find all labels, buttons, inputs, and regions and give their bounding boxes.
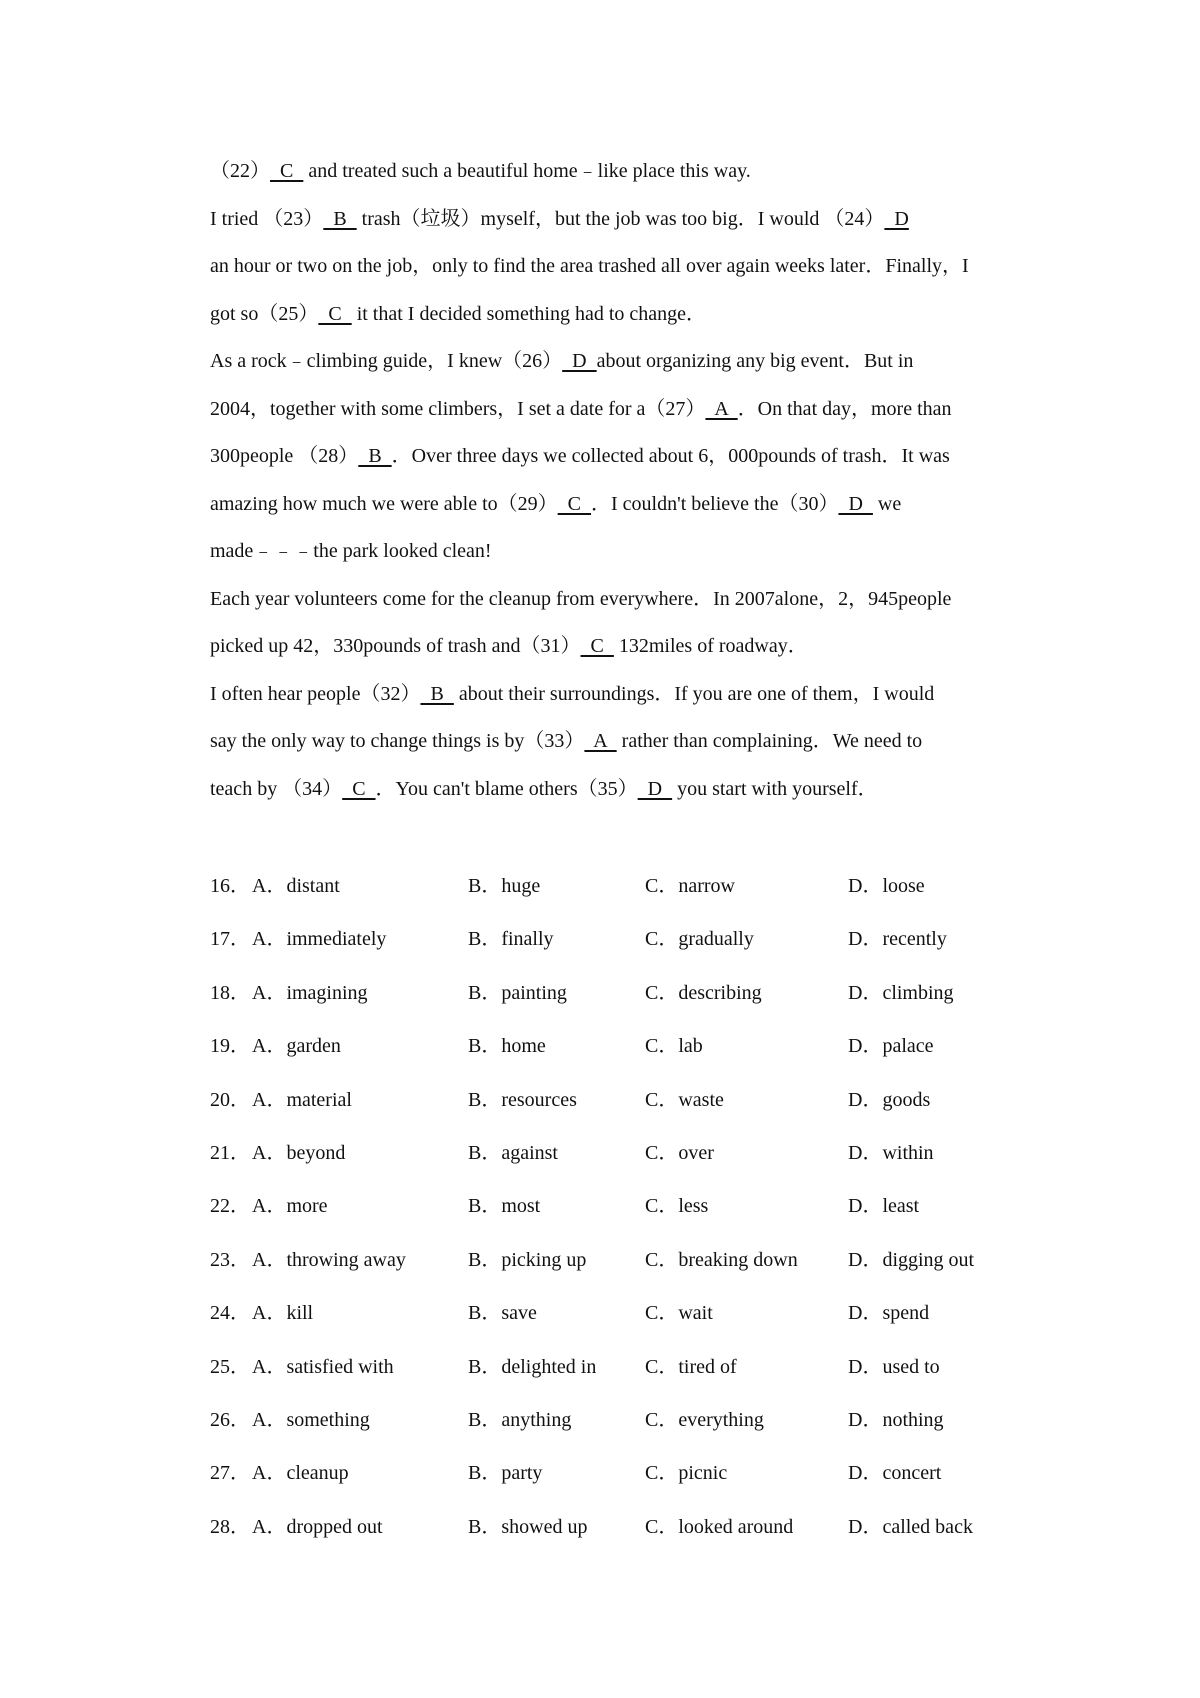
- passage-line: [210, 386, 1022, 434]
- question-number: 22．: [210, 1195, 250, 1218]
- option-b: B．huge: [468, 875, 541, 897]
- passage-line: [210, 291, 1022, 339]
- option-a: A．more: [252, 1195, 328, 1218]
- option-b: B．save: [468, 1302, 537, 1325]
- text-segment: （22）: [210, 160, 270, 182]
- option-b: B．anything: [468, 1408, 572, 1431]
- text-segment: 2004，together with some climbers，I set a date for a（27）: [210, 397, 706, 420]
- passage-line: [210, 338, 1022, 386]
- option-c: C．everything: [645, 1408, 764, 1431]
- option-d: D．least: [848, 1195, 920, 1218]
- answer-options-list: [210, 860, 1022, 1554]
- text-segment: about organizing any big event．But in: [596, 350, 914, 372]
- option-c: C．tired of: [645, 1355, 737, 1378]
- text-segment: amazing how much we were able to（29）: [210, 492, 558, 515]
- option-a: A．something: [252, 1408, 370, 1431]
- option-a: A．imagining: [252, 981, 368, 1004]
- option-row: [210, 1127, 1022, 1180]
- option-row: [210, 860, 1022, 913]
- option-row: [210, 1341, 1022, 1394]
- passage-line: [210, 243, 1022, 291]
- option-b: B．most: [468, 1195, 541, 1218]
- option-c: C．wait: [645, 1302, 713, 1325]
- option-d: D．used to: [848, 1355, 940, 1378]
- question-number: 27．: [210, 1462, 250, 1485]
- text-segment: say the only way to change things is by（33）: [210, 730, 585, 752]
- text-segment: I often hear people（32）: [210, 682, 421, 705]
- text-segment: about their surroundings．If you are one of them，I would: [453, 682, 935, 705]
- option-c: C．picnic: [645, 1462, 728, 1485]
- option-b: B．party: [468, 1462, 543, 1485]
- option-a: A．throwing away: [252, 1248, 406, 1271]
- text-segment: trash（垃圾）myself，but the job was too big．I would （24）: [356, 207, 885, 230]
- option-a: A．material: [252, 1088, 352, 1111]
- text-segment: made﹣﹣﹣the park looked clean!: [210, 540, 492, 562]
- option-a: A．immediately: [252, 928, 387, 951]
- text-segment: 300people （28）: [210, 445, 359, 467]
- option-d: D．loose: [848, 875, 925, 897]
- option-a: A．kill: [252, 1302, 314, 1325]
- text-segment: we: [872, 492, 902, 515]
- option-b: B．against: [468, 1141, 558, 1164]
- option-row: [210, 1394, 1022, 1447]
- option-d: D．digging out: [848, 1248, 975, 1271]
- answer-blank: C: [318, 302, 352, 325]
- answer-blank: A: [705, 397, 738, 420]
- option-row: [210, 1501, 1022, 1554]
- option-c: C．gradually: [645, 928, 754, 951]
- option-row: [210, 1074, 1022, 1127]
- option-c: C．describing: [645, 981, 762, 1004]
- option-c: C．looked around: [645, 1515, 794, 1538]
- option-b: B．resources: [468, 1088, 577, 1111]
- option-d: D．nothing: [848, 1408, 944, 1431]
- passage-line: [210, 481, 1022, 529]
- text-segment: Each year volunteers come for the cleanup from everywhere．In 2007alone，2，945people: [210, 587, 952, 610]
- question-number: 28．: [210, 1515, 250, 1538]
- option-row: [210, 1234, 1022, 1287]
- option-c: C．less: [645, 1195, 709, 1218]
- option-d: D．within: [848, 1141, 934, 1164]
- option-c: C．narrow: [645, 875, 735, 897]
- question-number: 26．: [210, 1408, 250, 1431]
- question-number: 25．: [210, 1355, 250, 1378]
- answer-blank: B: [323, 207, 357, 230]
- question-number: 21．: [210, 1141, 250, 1164]
- answer-blank: C: [580, 635, 614, 657]
- passage-line: [210, 623, 1022, 671]
- passage-line: [210, 196, 1022, 244]
- passage-line: [210, 528, 1022, 576]
- text-segment: you start with yourself．: [672, 777, 878, 800]
- answer-blank: C: [557, 492, 592, 515]
- text-segment: ．On that day，more than: [737, 397, 952, 420]
- passage-line: [210, 576, 1022, 624]
- option-b: B．picking up: [468, 1248, 587, 1271]
- option-a: A．garden: [252, 1035, 341, 1058]
- text-segment: ．You can't blame others（35）: [375, 777, 638, 800]
- text-segment: As a rock﹣climbing guide，I knew（26）: [210, 350, 563, 372]
- option-row: [210, 1020, 1022, 1073]
- option-c: C．lab: [645, 1035, 703, 1058]
- text-segment: rather than complaining．We need to: [616, 730, 923, 752]
- option-d: D．called back: [848, 1515, 973, 1538]
- option-b: B．showed up: [468, 1515, 588, 1538]
- option-a: A．distant: [252, 875, 340, 897]
- option-row: [210, 967, 1022, 1020]
- passage-line: [210, 671, 1022, 719]
- option-b: B．painting: [468, 981, 567, 1004]
- answer-blank: B: [420, 682, 454, 705]
- answer-blank: C: [270, 160, 304, 182]
- text-segment: and treated such a beautiful home﹣like place this way.: [303, 160, 751, 182]
- question-number: 18．: [210, 981, 250, 1004]
- option-d: D．concert: [848, 1462, 942, 1485]
- question-number: 20．: [210, 1088, 250, 1111]
- text-group: [210, 196, 909, 244]
- answer-blank: D: [838, 492, 873, 515]
- answer-blank: D: [637, 777, 673, 800]
- option-b: B．finally: [468, 928, 554, 951]
- text-segment: an hour or two on the job，only to find the area trashed all over again weeks later．Finally，I: [210, 255, 969, 277]
- option-row: [210, 1447, 1022, 1500]
- question-number: 23．: [210, 1248, 250, 1271]
- text-segment: 132miles of roadway．: [613, 635, 808, 657]
- option-d: D．spend: [848, 1302, 930, 1325]
- text-segment: picked up 42，330pounds of trash and（31）: [210, 635, 581, 657]
- option-a: A．beyond: [252, 1141, 346, 1164]
- passage-line: [210, 148, 1022, 196]
- text-segment: got so（25）: [210, 302, 319, 325]
- passage-line: [210, 766, 1022, 814]
- question-number: 17．: [210, 928, 250, 951]
- answer-blank: A: [584, 730, 617, 752]
- passage-line: [210, 718, 1022, 766]
- option-row: [210, 1180, 1022, 1233]
- option-row: [210, 1287, 1022, 1340]
- option-c: C．waste: [645, 1088, 724, 1111]
- option-b: B．delighted in: [468, 1355, 597, 1378]
- option-d: D．goods: [848, 1088, 931, 1111]
- answer-blank: D: [562, 350, 597, 372]
- answer-blank: B: [358, 445, 392, 467]
- option-row: [210, 913, 1022, 966]
- text-segment: ．I couldn't believe the（30）: [591, 492, 839, 515]
- question-number: 24．: [210, 1302, 250, 1325]
- option-a: A．dropped out: [252, 1515, 383, 1538]
- question-number: 16．: [210, 875, 250, 897]
- option-c: C．over: [645, 1141, 714, 1164]
- text-segment: it that I decided something had to change．: [351, 302, 707, 325]
- option-a: A．satisfied with: [252, 1355, 394, 1378]
- option-a: A．cleanup: [252, 1462, 349, 1485]
- option-d: D．climbing: [848, 981, 954, 1004]
- text-segment: ．Over three days we collected about 6，000pounds of trash．It was: [391, 445, 950, 467]
- option-b: B．home: [468, 1035, 546, 1058]
- answer-blank: D: [884, 207, 909, 230]
- question-number: 19．: [210, 1035, 250, 1058]
- option-d: D．recently: [848, 928, 947, 951]
- answer-blank: C: [342, 777, 376, 800]
- text-segment: I tried （23）: [210, 207, 324, 230]
- passage-line: [210, 433, 1022, 481]
- cloze-passage: [210, 148, 1022, 813]
- option-c: C．breaking down: [645, 1248, 798, 1271]
- option-d: D．palace: [848, 1035, 934, 1058]
- text-segment: teach by （34）: [210, 777, 343, 800]
